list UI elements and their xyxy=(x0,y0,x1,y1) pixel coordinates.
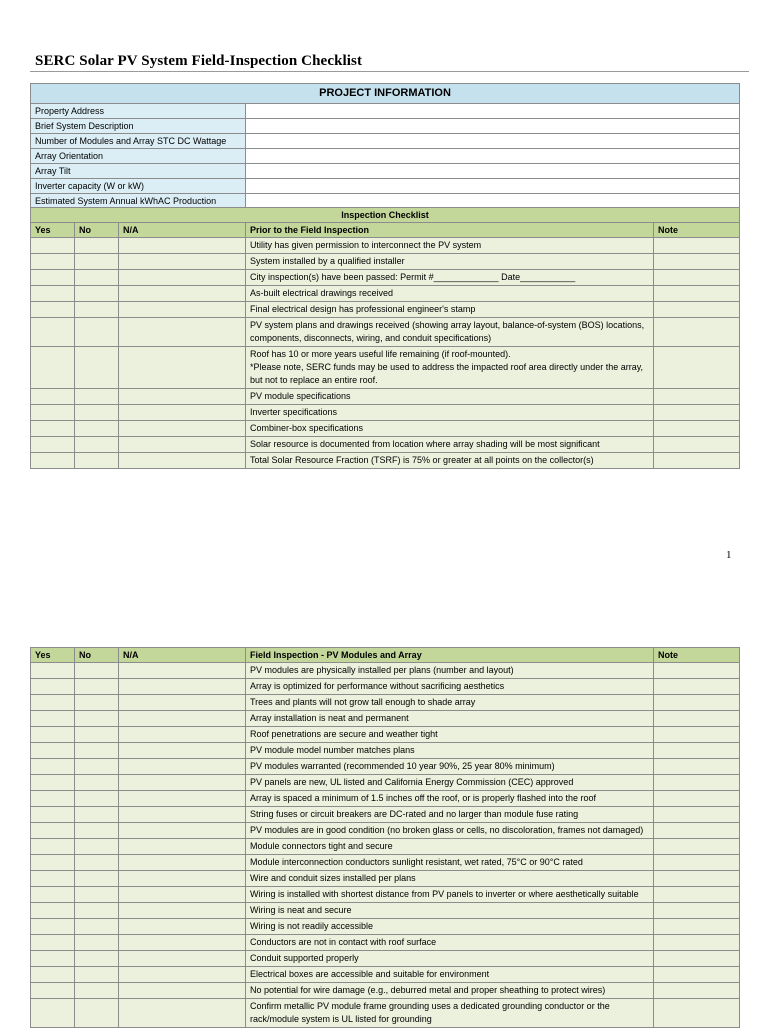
no-cell[interactable] xyxy=(75,679,119,695)
na-cell[interactable] xyxy=(119,711,246,727)
project-info-row xyxy=(31,149,740,164)
checklist-item-text: Total Solar Resource Fraction (TSRF) is 75% or greater at all points on the collector(s) xyxy=(246,453,654,469)
checklist-item-row xyxy=(31,743,740,759)
checklist-item-text: Module connectors tight and secure xyxy=(246,839,654,855)
yes-cell[interactable] xyxy=(31,951,75,967)
checklist-header-row xyxy=(31,223,740,238)
yes-cell[interactable] xyxy=(31,775,75,791)
na-cell[interactable] xyxy=(119,887,246,903)
checklist-item-row xyxy=(31,679,740,695)
checklist-item-row xyxy=(31,711,740,727)
note-cell[interactable] xyxy=(654,855,740,871)
note-cell[interactable] xyxy=(654,951,740,967)
no-cell[interactable] xyxy=(75,302,119,318)
checklist-item-text: Module interconnection conductors sunlight resistant, wet rated, 75°C or 90°C rated xyxy=(246,855,654,871)
title-divider xyxy=(30,71,749,72)
checklist-item-row xyxy=(31,839,740,855)
yes-cell[interactable] xyxy=(31,919,75,935)
checklist-item-row xyxy=(31,347,740,389)
project-info-label: Number of Modules and Array STC DC Wattage xyxy=(31,134,246,149)
yes-cell[interactable] xyxy=(31,347,75,389)
yes-cell[interactable] xyxy=(31,823,75,839)
yes-column-header: Yes xyxy=(31,223,75,238)
na-cell[interactable] xyxy=(119,743,246,759)
note-cell[interactable] xyxy=(654,887,740,903)
checklist-item-row xyxy=(31,302,740,318)
no-cell[interactable] xyxy=(75,695,119,711)
checklist-item-text: Roof penetrations are secure and weather tight xyxy=(246,727,654,743)
checklist-item-text: Roof has 10 or more years useful life remaining (if roof-mounted). *Please note, SERC funds may be used to address the impacted roof area directly under the array, but not to replace an entire roof. xyxy=(246,347,654,389)
checklist-item-row xyxy=(31,663,740,679)
note-cell[interactable] xyxy=(654,935,740,951)
checklist-item-text: Combiner-box specifications xyxy=(246,421,654,437)
note-cell[interactable] xyxy=(654,903,740,919)
na-cell[interactable] xyxy=(119,679,246,695)
checklist-item-text: Conduit supported properly xyxy=(246,951,654,967)
note-cell[interactable] xyxy=(654,759,740,775)
yes-cell[interactable] xyxy=(31,903,75,919)
note-cell[interactable] xyxy=(654,679,740,695)
checklist-item-text: Inverter specifications xyxy=(246,405,654,421)
na-cell[interactable] xyxy=(119,238,246,254)
checklist-item-text: Array is spaced a minimum of 1.5 inches off the roof, or is properly flashed into the roof xyxy=(246,791,654,807)
checklist-item-text: PV modules are in good condition (no broken glass or cells, no discoloration, frames not damaged) xyxy=(246,823,654,839)
checklist-item-row xyxy=(31,935,740,951)
yes-cell[interactable] xyxy=(31,254,75,270)
yes-cell[interactable] xyxy=(31,679,75,695)
yes-cell[interactable] xyxy=(31,711,75,727)
checklist-title: Inspection Checklist xyxy=(31,208,740,223)
checklist-item-text: No potential for wire damage (e.g., deburred metal and proper sheathing to protect wires) xyxy=(246,983,654,999)
project-info-value-field[interactable] xyxy=(246,179,740,194)
project-info-label: Array Orientation xyxy=(31,149,246,164)
project-info-label: Brief System Description xyxy=(31,119,246,134)
checklist-item-text: Wiring is neat and secure xyxy=(246,903,654,919)
yes-cell[interactable] xyxy=(31,405,75,421)
no-column-header: No xyxy=(75,648,119,663)
na-cell[interactable] xyxy=(119,405,246,421)
note-cell[interactable] xyxy=(654,711,740,727)
na-cell[interactable] xyxy=(119,663,246,679)
no-cell[interactable] xyxy=(75,286,119,302)
checklist-item-row xyxy=(31,823,740,839)
note-cell[interactable] xyxy=(654,791,740,807)
checklist-item-row xyxy=(31,318,740,347)
checklist-item-row xyxy=(31,453,740,469)
yes-cell[interactable] xyxy=(31,807,75,823)
na-column-header: N/A xyxy=(119,648,246,663)
na-cell[interactable] xyxy=(119,855,246,871)
checklist-item-row xyxy=(31,389,740,405)
no-cell[interactable] xyxy=(75,935,119,951)
yes-cell[interactable] xyxy=(31,967,75,983)
checklist-item-row xyxy=(31,855,740,871)
note-cell[interactable] xyxy=(654,318,740,347)
na-column-header: N/A xyxy=(119,223,246,238)
no-cell[interactable] xyxy=(75,711,119,727)
checklist-item-row xyxy=(31,807,740,823)
checklist-item-row xyxy=(31,405,740,421)
checklist-item-row xyxy=(31,999,740,1028)
yes-cell[interactable] xyxy=(31,695,75,711)
checklist-item-row xyxy=(31,903,740,919)
no-cell[interactable] xyxy=(75,727,119,743)
note-cell[interactable] xyxy=(654,919,740,935)
no-cell[interactable] xyxy=(75,855,119,871)
checklist-item-row xyxy=(31,791,740,807)
no-cell[interactable] xyxy=(75,903,119,919)
checklist-item-text: Wiring is not readily accessible xyxy=(246,919,654,935)
project-info-row xyxy=(31,134,740,149)
checklist-item-text: Electrical boxes are accessible and suitable for environment xyxy=(246,967,654,983)
yes-cell[interactable] xyxy=(31,839,75,855)
checklist-item-row xyxy=(31,983,740,999)
project-info-value-field[interactable] xyxy=(246,149,740,164)
no-cell[interactable] xyxy=(75,318,119,347)
no-cell[interactable] xyxy=(75,437,119,453)
note-cell[interactable] xyxy=(654,389,740,405)
yes-cell[interactable] xyxy=(31,727,75,743)
project-info-value-field[interactable] xyxy=(246,164,740,179)
checklist-item-row xyxy=(31,919,740,935)
na-cell[interactable] xyxy=(119,951,246,967)
note-cell[interactable] xyxy=(654,347,740,389)
na-cell[interactable] xyxy=(119,421,246,437)
project-info-row xyxy=(31,104,740,119)
no-cell[interactable] xyxy=(75,807,119,823)
yes-cell[interactable] xyxy=(31,437,75,453)
project-info-value-field[interactable] xyxy=(246,104,740,119)
na-cell[interactable] xyxy=(119,270,246,286)
project-info-label: Inverter capacity (W or kW) xyxy=(31,179,246,194)
no-cell[interactable] xyxy=(75,270,119,286)
project-info-value-field[interactable] xyxy=(246,119,740,134)
note-cell[interactable] xyxy=(654,437,740,453)
checklist-item-text: PV modules are physically installed per plans (number and layout) xyxy=(246,663,654,679)
na-cell[interactable] xyxy=(119,823,246,839)
na-cell[interactable] xyxy=(119,389,246,405)
note-cell[interactable] xyxy=(654,743,740,759)
na-cell[interactable] xyxy=(119,903,246,919)
checklist-item-text: Solar resource is documented from location where array shading will be most significant xyxy=(246,437,654,453)
note-cell[interactable] xyxy=(654,453,740,469)
no-cell[interactable] xyxy=(75,823,119,839)
yes-cell[interactable] xyxy=(31,421,75,437)
yes-cell[interactable] xyxy=(31,935,75,951)
no-cell[interactable] xyxy=(75,743,119,759)
yes-cell[interactable] xyxy=(31,983,75,999)
note-cell[interactable] xyxy=(654,421,740,437)
note-cell[interactable] xyxy=(654,983,740,999)
yes-cell[interactable] xyxy=(31,389,75,405)
checklist-item-text: Trees and plants will not grow tall enough to shade array xyxy=(246,695,654,711)
note-cell[interactable] xyxy=(654,695,740,711)
project-information-header xyxy=(31,84,740,104)
note-cell[interactable] xyxy=(654,254,740,270)
yes-cell[interactable] xyxy=(31,318,75,347)
checklist-item-text: PV panels are new, UL listed and California Energy Commission (CEC) approved xyxy=(246,775,654,791)
checklist-item-text: Confirm metallic PV module frame grounding uses a dedicated grounding conductor or the rack/module system is UL listed for grounding xyxy=(246,999,654,1028)
checklist-item-text: PV modules warranted (recommended 10 year 90%, 25 year 80% minimum) xyxy=(246,759,654,775)
note-cell[interactable] xyxy=(654,727,740,743)
na-cell[interactable] xyxy=(119,871,246,887)
note-cell[interactable] xyxy=(654,405,740,421)
checklist-item-row xyxy=(31,727,740,743)
checklist-item-text: PV module specifications xyxy=(246,389,654,405)
checklist-item-row xyxy=(31,951,740,967)
checklist-item-text: Wiring is installed with shortest distance from PV panels to inverter or where aesthetically suitable xyxy=(246,887,654,903)
checklist-item-text: Utility has given permission to interconnect the PV system xyxy=(246,238,654,254)
checklist-item-text: Wire and conduit sizes installed per plans xyxy=(246,871,654,887)
yes-cell[interactable] xyxy=(31,663,75,679)
note-cell[interactable] xyxy=(654,270,740,286)
checklist-item-row xyxy=(31,887,740,903)
note-column-header: Note xyxy=(654,648,740,663)
na-cell[interactable] xyxy=(119,983,246,999)
project-info-row xyxy=(31,179,740,194)
note-cell[interactable] xyxy=(654,807,740,823)
na-cell[interactable] xyxy=(119,807,246,823)
yes-column-header: Yes xyxy=(31,648,75,663)
no-cell[interactable] xyxy=(75,759,119,775)
document-title: SERC Solar PV System Field-Inspection Checklist xyxy=(35,53,363,69)
no-cell[interactable] xyxy=(75,405,119,421)
yes-cell[interactable] xyxy=(31,791,75,807)
no-cell[interactable] xyxy=(75,663,119,679)
na-cell[interactable] xyxy=(119,935,246,951)
note-cell[interactable] xyxy=(654,871,740,887)
no-cell[interactable] xyxy=(75,967,119,983)
no-cell[interactable] xyxy=(75,871,119,887)
yes-cell[interactable] xyxy=(31,855,75,871)
checklist-item-row xyxy=(31,967,740,983)
no-cell[interactable] xyxy=(75,238,119,254)
note-cell[interactable] xyxy=(654,286,740,302)
no-cell[interactable] xyxy=(75,421,119,437)
na-cell[interactable] xyxy=(119,791,246,807)
project-info-label: Array Tilt xyxy=(31,164,246,179)
no-cell[interactable] xyxy=(75,453,119,469)
na-cell[interactable] xyxy=(119,775,246,791)
na-cell[interactable] xyxy=(119,919,246,935)
checklist-item-row xyxy=(31,871,740,887)
project-info-row xyxy=(31,164,740,179)
checklist-item-text: Final electrical design has professional engineer's stamp xyxy=(246,302,654,318)
no-column-header: No xyxy=(75,223,119,238)
checklist-item-row xyxy=(31,238,740,254)
checklist-item-row xyxy=(31,270,740,286)
no-cell[interactable] xyxy=(75,254,119,270)
no-cell[interactable] xyxy=(75,839,119,855)
project-info-value-field[interactable] xyxy=(246,134,740,149)
na-cell[interactable] xyxy=(119,318,246,347)
na-cell[interactable] xyxy=(119,759,246,775)
page-number: 1 xyxy=(726,549,732,561)
yes-cell[interactable] xyxy=(31,453,75,469)
checklist-item-text: PV module model number matches plans xyxy=(246,743,654,759)
project-information-heading: PROJECT INFORMATION xyxy=(31,84,740,104)
checklist-item-row xyxy=(31,695,740,711)
item-column-header: Prior to the Field Inspection xyxy=(246,223,654,238)
yes-cell[interactable] xyxy=(31,270,75,286)
yes-cell[interactable] xyxy=(31,871,75,887)
note-cell[interactable] xyxy=(654,999,740,1028)
note-cell[interactable] xyxy=(654,967,740,983)
yes-cell[interactable] xyxy=(31,286,75,302)
checklist-item-row xyxy=(31,759,740,775)
checklist-title-row xyxy=(31,208,740,223)
na-cell[interactable] xyxy=(119,695,246,711)
checklist-item-text: Array is optimized for performance without sacrificing aesthetics xyxy=(246,679,654,695)
yes-cell[interactable] xyxy=(31,743,75,759)
project-information-table xyxy=(30,83,740,209)
no-cell[interactable] xyxy=(75,389,119,405)
checklist-item-row xyxy=(31,421,740,437)
no-cell[interactable] xyxy=(75,887,119,903)
checklist-item-text: As-built electrical drawings received xyxy=(246,286,654,302)
yes-cell[interactable] xyxy=(31,238,75,254)
project-info-row xyxy=(31,119,740,134)
na-cell[interactable] xyxy=(119,839,246,855)
note-column-header: Note xyxy=(654,223,740,238)
yes-cell[interactable] xyxy=(31,302,75,318)
no-cell[interactable] xyxy=(75,919,119,935)
project-info-label: Estimated System Annual kWhAC Production xyxy=(31,194,246,209)
checklist-item-text: System installed by a qualified installer xyxy=(246,254,654,270)
checklist-item-text: City inspection(s) have been passed: Permit #_____________ Date___________ xyxy=(246,270,654,286)
prior-inspection-checklist-table xyxy=(30,207,740,469)
no-cell[interactable] xyxy=(75,775,119,791)
na-cell[interactable] xyxy=(119,286,246,302)
checklist-item-text: PV system plans and drawings received (showing array layout, balance-of-system (BOS) locations, components, disconnects, wiring, and conduit specifications) xyxy=(246,318,654,347)
no-cell[interactable] xyxy=(75,951,119,967)
na-cell[interactable] xyxy=(119,347,246,389)
checklist-item-row xyxy=(31,775,740,791)
na-cell[interactable] xyxy=(119,254,246,270)
yes-cell[interactable] xyxy=(31,759,75,775)
note-cell[interactable] xyxy=(654,823,740,839)
checklist-item-text: Conductors are not in contact with roof surface xyxy=(246,935,654,951)
checklist-item-row xyxy=(31,437,740,453)
na-cell[interactable] xyxy=(119,437,246,453)
yes-cell[interactable] xyxy=(31,887,75,903)
na-cell[interactable] xyxy=(119,967,246,983)
no-cell[interactable] xyxy=(75,983,119,999)
checklist-item-row xyxy=(31,286,740,302)
project-info-label: Property Address xyxy=(31,104,246,119)
yes-cell[interactable] xyxy=(31,999,75,1028)
na-cell[interactable] xyxy=(119,302,246,318)
checklist-item-row xyxy=(31,254,740,270)
checklist-item-text: String fuses or circuit breakers are DC-rated and no larger than module fuse rating xyxy=(246,807,654,823)
na-cell[interactable] xyxy=(119,999,246,1028)
field-inspection-modules-table xyxy=(30,647,740,1028)
no-cell[interactable] xyxy=(75,791,119,807)
note-cell[interactable] xyxy=(654,839,740,855)
checklist-item-text: Array installation is neat and permanent xyxy=(246,711,654,727)
no-cell[interactable] xyxy=(75,347,119,389)
no-cell[interactable] xyxy=(75,999,119,1028)
na-cell[interactable] xyxy=(119,727,246,743)
note-cell[interactable] xyxy=(654,663,740,679)
note-cell[interactable] xyxy=(654,775,740,791)
note-cell[interactable] xyxy=(654,302,740,318)
note-cell[interactable] xyxy=(654,238,740,254)
na-cell[interactable] xyxy=(119,453,246,469)
item-column-header: Field Inspection - PV Modules and Array xyxy=(246,648,654,663)
checklist-header-row xyxy=(31,648,740,663)
